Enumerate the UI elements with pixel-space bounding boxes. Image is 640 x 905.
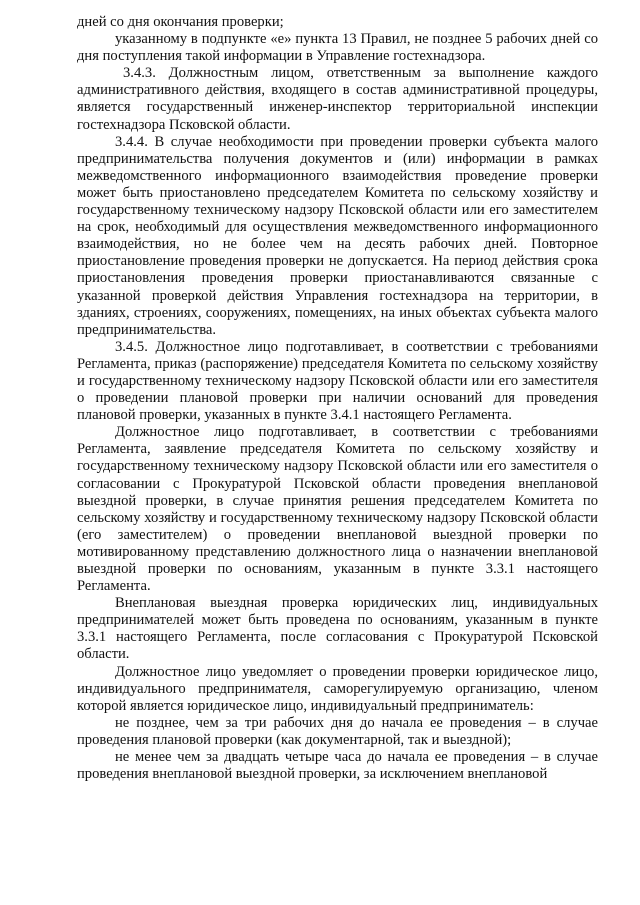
paragraph-3-4-5: 3.4.5. Должностное лицо подготавливает, в соответствии с требованиями Регламента, приказ (распоряжение) председателя Комитета по сельскому хозяйству и государственному техническому надзору Псковской области или его заместителя о проведении плановой проверки при наличии оснований для проведения плановой проверки, указанных в пункте 3.4.1 настоящего Регламента.: [77, 338, 598, 424]
paragraph-twenty-four-hours: не менее чем за двадцать четыре часа до начала ее проведения – в случае проведения внеплановой выездной проверки, за исключением внеплановой: [77, 749, 598, 783]
paragraph-3-4-4: 3.4.4. В случае необходимости при проведении проверки субъекта малого предпринимательства получения документов и (или) информации в рамках межведомственного информационного взаимодействия проведение проверки может быть приостановлено председателем Комитета по сельскому хозяйству и государственному техническому надзору Псковской области или его заместителем на срок, необходимый для осуществления межведомственного информационного взаимодействия, но не более чем на десять рабочих дней. Повторное приостановление проведения проверки не допускается. На период действия срока приостановления проведения проверки приостанавливаются связанные с указанной проверкой действия Управления гостехнадзора на территории, в зданиях, строениях, сооружениях, помещениях, на иных объектах субъекта малого предпринимательства.: [77, 133, 598, 338]
paragraph-unscheduled-inspection: Внеплановая выездная проверка юридических лиц, индивидуальных предпринимателей может быть проведена по основаниям, указанным в пункте 3.3.1 настоящего Регламента, после согласования с Прокуратурой Псковской области.: [77, 595, 598, 663]
document-page: [77, 14, 598, 783]
paragraph-1: дней со дня окончания проверки;: [77, 14, 284, 30]
paragraph-3-4-3: 3.4.3. Должностным лицом, ответственным за выполнение каждого административного действия, входящего в состав административной процедуры, является государственный инженер-инспектор территориальной инспекции гостехнадзора Псковской области.: [77, 65, 598, 133]
paragraph-notification: Должностное лицо уведомляет о проведении проверки юридическое лицо, индивидуального предпринимателя, саморегулируемую организацию, членом которой является юридическое лицо, индивидуальный предприниматель:: [77, 663, 598, 714]
paragraph-three-days: не позднее, чем за три рабочих дня до начала ее проведения – в случае проведения плановой проверки (как документарной, так и выездной);: [77, 714, 598, 748]
paragraph-2: указанному в подпункте «е» пункта 13 Правил, не позднее 5 рабочих дней со дня поступления такой информации в Управление гостехнадзора.: [77, 31, 598, 65]
paragraph-application: Должностное лицо подготавливает, в соответствии с требованиями Регламента, заявление председателя Комитета по сельскому хозяйству и государственному техническому надзору Псковской области или его заместителя о согласовании с Прокуратурой Псковской области проведения внеплановой выездной проверки, в случае принятия решения председателем Комитета по сельскому хозяйству и государственному техническому надзору Псковской области (его заместителем) о проведении внеплановой выездной проверки по мотивированному представлению должностного лица о назначении внеплановой выездной проверки по основаниям, указанным в пункте 3.3.1 настоящего Регламента.: [77, 424, 598, 595]
